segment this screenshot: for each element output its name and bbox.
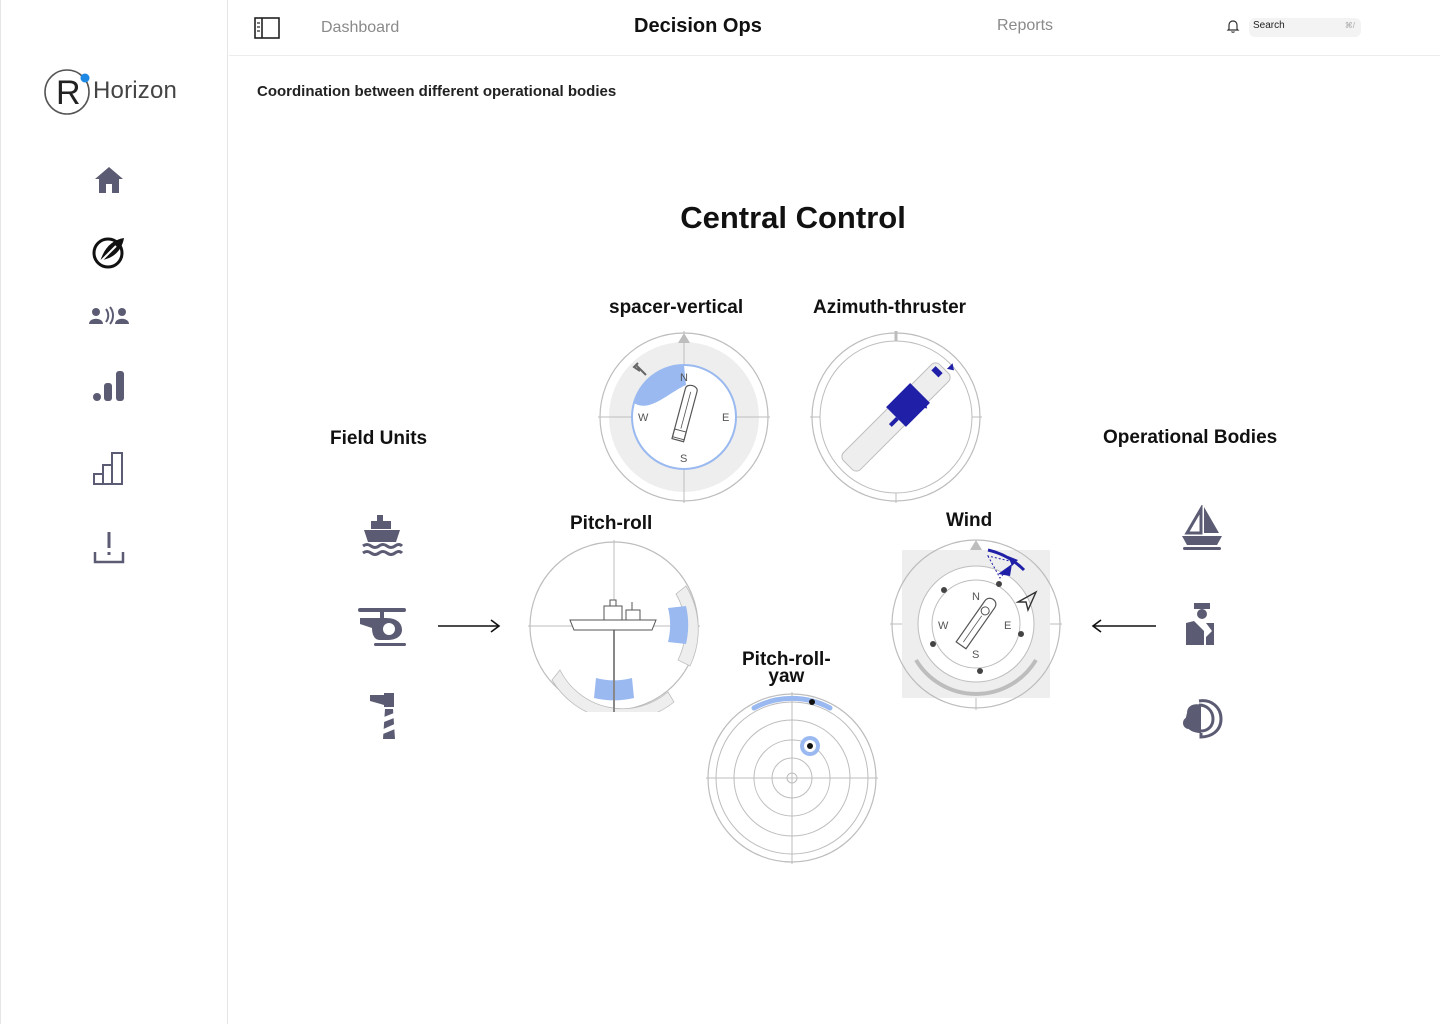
sidebar-item-statistics[interactable]: [87, 446, 131, 490]
compass-s-label: S: [680, 453, 688, 465]
operational-body-operator[interactable]: [1176, 692, 1228, 744]
headset-operator-icon: [1179, 695, 1225, 741]
wind-gauge[interactable]: [890, 538, 1062, 710]
pitch-roll-yaw-title: [742, 651, 831, 685]
operational-body-officer[interactable]: [1174, 598, 1226, 650]
field-units-arrow-icon: [436, 618, 502, 634]
spacer-vertical-title: spacer-vertical: [609, 297, 744, 318]
bar-chart-outline-icon: [91, 450, 127, 486]
field-unit-helicopter[interactable]: [356, 600, 408, 652]
home-icon: [92, 163, 126, 197]
pitch-roll-gauge[interactable]: [528, 540, 700, 712]
helicopter-icon: [356, 604, 408, 648]
brand-name: Horizon: [93, 77, 178, 104]
notifications-button[interactable]: [1225, 18, 1241, 34]
sidebar-item-export[interactable]: [87, 524, 131, 568]
logo-letter: R: [56, 74, 81, 112]
sidebar-item-teams[interactable]: [87, 294, 131, 338]
wind-s-label: S: [972, 649, 980, 661]
top-header: [229, 0, 1440, 56]
nav-link-dashboard[interactable]: Dashboard: [321, 19, 400, 36]
officer-icon: [1180, 601, 1220, 647]
field-units-title: Field Units: [330, 428, 428, 449]
pitch-roll-title: Pitch-roll: [570, 513, 653, 534]
field-unit-ship[interactable]: [356, 508, 408, 560]
sidebar-item-home[interactable]: [87, 158, 131, 202]
sidebar-toggle-icon: [253, 14, 281, 42]
field-unit-lighthouse[interactable]: [356, 690, 408, 742]
page-subtitle: Coordination between different operational bodies: [257, 83, 617, 100]
search-placeholder: Search: [1253, 20, 1285, 31]
sailboat-icon: [1179, 505, 1225, 551]
azimuth-thruster-title: Azimuth-thruster: [813, 297, 967, 318]
decision-leaf-icon: [90, 232, 128, 270]
spacer-vertical-gauge[interactable]: [598, 331, 770, 503]
wind-e-label: E: [1004, 620, 1012, 632]
lighthouse-icon: [362, 691, 402, 741]
sidebar: [0, 0, 228, 1024]
central-control-title: Central Control: [680, 200, 906, 235]
wind-n-label: N: [972, 591, 980, 603]
app-title: Decision Ops: [634, 15, 762, 37]
azimuth-thruster-gauge[interactable]: [810, 331, 982, 503]
ship-icon: [359, 512, 405, 556]
pitch-roll-yaw-title-line1: Pitch-roll-: [742, 649, 831, 670]
compass-n-label: N: [680, 372, 688, 384]
pitch-roll-yaw-gauge[interactable]: [706, 692, 878, 864]
wind-w-label: W: [938, 620, 949, 632]
operational-bodies-arrow-icon: [1090, 618, 1158, 634]
search-input[interactable]: [1249, 18, 1361, 37]
logo[interactable]: [43, 66, 177, 116]
people-broadcast-icon: [88, 304, 130, 328]
wind-title: Wind: [946, 510, 993, 531]
bar-chart-filled-icon: [91, 367, 127, 403]
sidebar-item-analytics[interactable]: [87, 363, 131, 407]
operational-body-sailboat[interactable]: [1176, 502, 1228, 554]
search-shortcut: ⌘/: [1344, 21, 1355, 30]
bell-icon: [1225, 18, 1241, 34]
pitch-roll-yaw-title-line2: yaw: [768, 666, 805, 687]
nav-link-reports[interactable]: Reports: [997, 17, 1054, 34]
operational-bodies-title: Operational Bodies: [1103, 427, 1278, 448]
compass-e-label: E: [722, 412, 730, 424]
compass-w-label: W: [638, 412, 649, 424]
download-alert-icon: [91, 528, 127, 564]
logo-mark: [43, 66, 91, 116]
sidebar-toggle-button[interactable]: [253, 14, 281, 42]
